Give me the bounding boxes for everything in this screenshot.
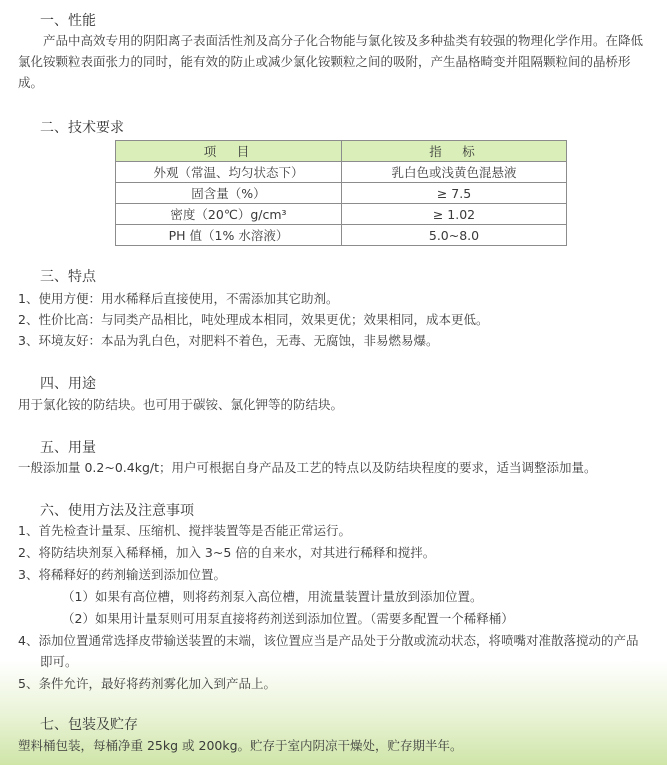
section-7-title: 七、包装及贮存 — [40, 717, 138, 733]
table-row — [116, 162, 567, 183]
table-cell-item: PH 值（1% 水溶液） — [116, 225, 342, 246]
table-cell-spec: 乳白色或浅黄色混悬液 — [342, 162, 567, 183]
table-row — [116, 225, 567, 246]
usage-item-4: 4、添加位置通常选择皮带输送装置的末端，该位置应当是产品处于分散或流动状态，将喷嘴对准散落搅动的产品即可。 — [18, 633, 639, 669]
usage-subitem-1: （1）如果有高位槽，则将药剂泵入高位槽，用流量装置计量放到添加位置。 — [62, 589, 483, 604]
spec-table — [115, 140, 567, 246]
section-2-title: 二、技术要求 — [40, 120, 124, 136]
section-3-title: 三、特点 — [40, 269, 96, 285]
table-cell-spec: ≥ 7.5 — [342, 183, 567, 204]
usage-subitem-2: （2）如果用计量泵则可用泵直接将药剂送到添加位置。（需要多配置一个稀释桶） — [62, 611, 514, 626]
table-header-spec: 指 标 — [342, 141, 567, 162]
section-1-title: 一、性能 — [40, 13, 96, 29]
section-1-text: 产品中高效专用的阴阳离子表面活性剂及高分子化合物能与氯化铵及多种盐类有较强的物理化学作用。在降低氯化铵颗粒表面张力的同时，能有效的防止或减少氯化铵颗粒之间的吸附，产生晶格畸变并阻隔颗粒间的晶桥形成。 — [18, 33, 644, 90]
table-header-row — [116, 141, 567, 162]
section-6-title: 六、使用方法及注意事项 — [40, 503, 194, 519]
table-cell-item: 密度（20℃）g/cm³ — [116, 204, 342, 225]
table-cell-spec: 5.0~8.0 — [342, 225, 567, 246]
table-cell-spec: ≥ 1.02 — [342, 204, 567, 225]
usage-item-3: 3、将稀释好的药剂输送到添加位置。 — [18, 567, 226, 582]
table-row — [116, 204, 567, 225]
section-5-text: 一般添加量 0.2~0.4kg/t；用户可根据自身产品及工艺的特点以及防结块程度的要求，适当调整添加量。 — [18, 460, 597, 475]
feature-item-1: 1、使用方便：用水稀释后直接使用，不需添加其它助剂。 — [18, 291, 339, 306]
section-7-text: 塑料桶包装，每桶净重 25kg 或 200kg。贮存于室内阴凉干燥处，贮存期半年。 — [18, 738, 463, 753]
usage-item-5: 5、条件允许，最好将药剂雾化加入到产品上。 — [18, 676, 276, 691]
feature-item-3: 3、环境友好：本品为乳白色，对肥料不着色，无毒、无腐蚀，非易燃易爆。 — [18, 333, 439, 348]
section-4-title: 四、用途 — [40, 376, 96, 392]
table-header-item: 项 目 — [116, 141, 342, 162]
feature-item-2: 2、性价比高：与同类产品相比，吨处理成本相同，效果更优；效果相同，成本更低。 — [18, 312, 489, 327]
table-cell-item: 外观（常温、均匀状态下） — [116, 162, 342, 183]
table-cell-item: 固含量（%） — [116, 183, 342, 204]
table-row — [116, 183, 567, 204]
usage-item-2: 2、将防结块剂泵入稀释桶，加入 3~5 倍的自来水，对其进行稀释和搅拌。 — [18, 545, 436, 560]
usage-item-1: 1、首先检查计量泵、压缩机、搅拌装置等是否能正常运行。 — [18, 523, 351, 538]
section-5-title: 五、用量 — [40, 440, 96, 456]
section-4-text: 用于氯化铵的防结块。也可用于碳铵、氯化钾等的防结块。 — [18, 397, 344, 412]
